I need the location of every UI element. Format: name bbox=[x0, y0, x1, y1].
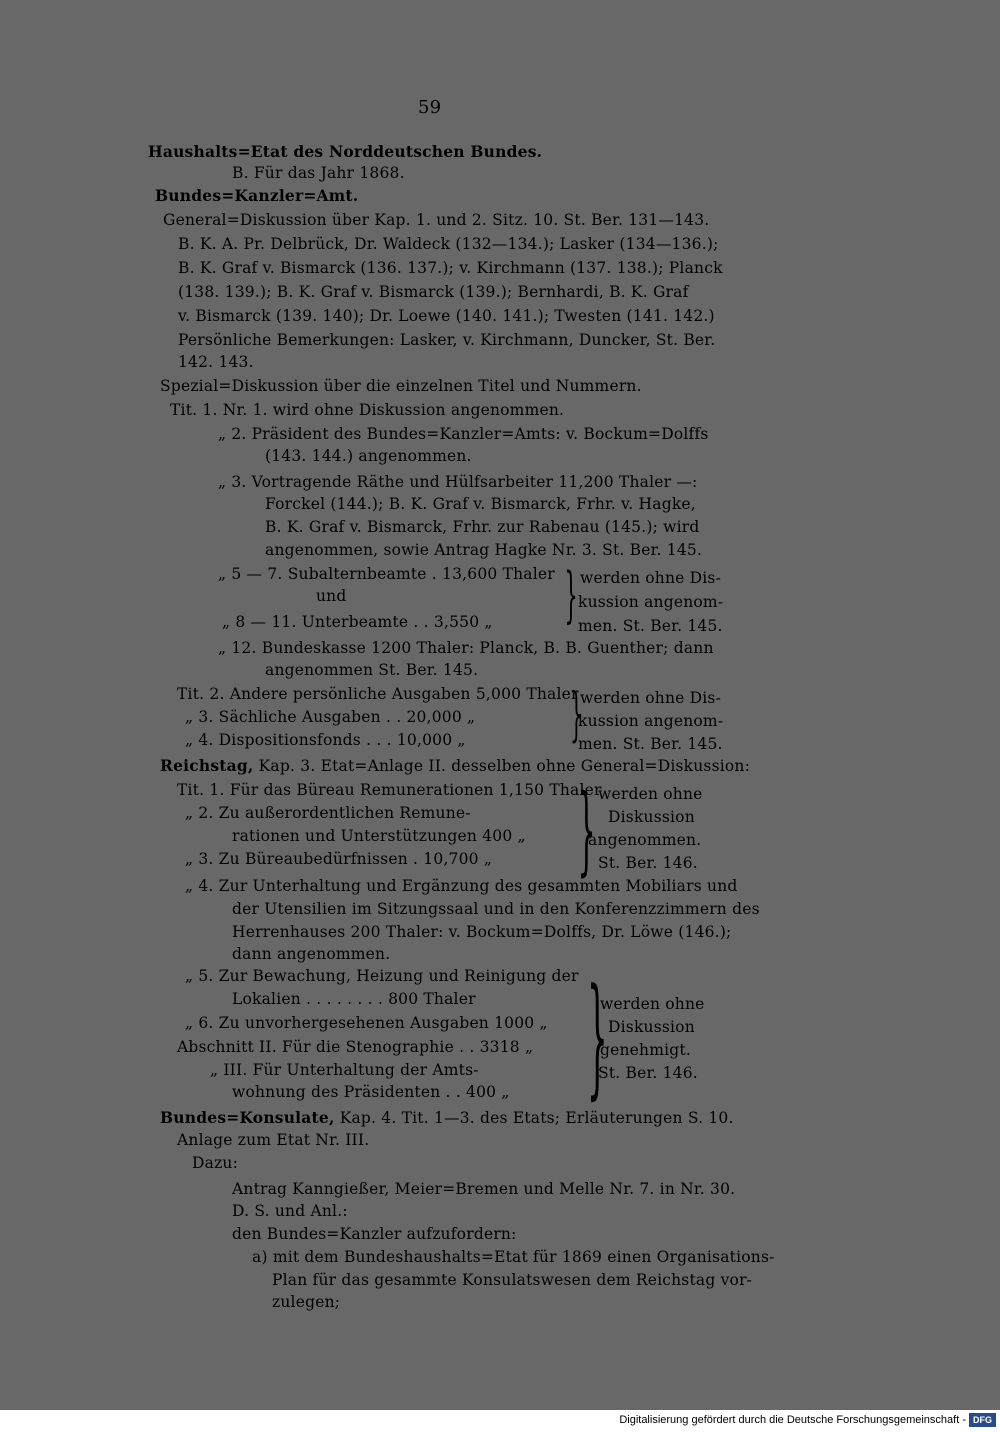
text-line: angenommen, sowie Antrag Hagke Nr. 3. St. Ber. 145. bbox=[265, 541, 703, 559]
text-line: St. Ber. 146. bbox=[598, 1064, 698, 1082]
text-line: werden ohne bbox=[600, 995, 705, 1013]
text-line: Abschnitt II. Für die Stenographie . . 3318 „ bbox=[177, 1038, 534, 1056]
text-line: „ 8 — 11. Unterbeamte . . 3,550 „ bbox=[222, 613, 493, 631]
heading-line-1: Haushalts=Etat des Norddeutschen Bundes. bbox=[148, 142, 543, 161]
text-line: „ 2. Präsident des Bundes=Kanzler=Amts: v. Bockum=Dolffs bbox=[218, 425, 709, 443]
text-line: Dazu: bbox=[192, 1154, 239, 1172]
text-line: 142. 143. bbox=[178, 353, 254, 371]
text-line: den Bundes=Kanzler aufzufordern: bbox=[232, 1225, 517, 1243]
text-line: (138. 139.); B. K. Graf v. Bismarck (139.); Bernhardi, B. K. Graf bbox=[178, 283, 689, 301]
text-line: werden ohne Dis- bbox=[580, 569, 722, 587]
text-line: Plan für das gesammte Konsulatswesen dem Reichstag vor- bbox=[272, 1271, 753, 1289]
text-line: Tit. 1. Für das Büreau Remunerationen 1,150 Thaler bbox=[177, 781, 602, 799]
text-line: men. St. Ber. 145. bbox=[578, 735, 723, 753]
text-line: (143. 144.) angenommen. bbox=[265, 447, 472, 465]
text-line: Forckel (144.); B. K. Graf v. Bismarck, Frhr. v. Hagke, bbox=[265, 495, 696, 513]
text-line: kussion angenom- bbox=[578, 712, 724, 730]
text-line: Diskussion bbox=[608, 1018, 695, 1036]
text-line: B. K. Graf v. Bismarck, Frhr. zur Rabenau (145.); wird bbox=[265, 518, 700, 536]
text-line: Herrenhauses 200 Thaler: v. Bockum=Dolffs, Dr. Löwe (146.); bbox=[232, 923, 732, 941]
text-line: werden ohne Dis- bbox=[580, 689, 722, 707]
text-line: Lokalien . . . . . . . . 800 Thaler bbox=[232, 990, 476, 1008]
text-line: men. St. Ber. 145. bbox=[578, 617, 723, 635]
text-line: B. K. A. Pr. Delbrück, Dr. Waldeck (132—134.); Lasker (134—136.); bbox=[178, 235, 719, 253]
text-line: werden ohne bbox=[598, 785, 703, 803]
section-title-kanzleramt: Bundes=Kanzler=Amt. bbox=[155, 186, 359, 205]
text-line: „ 2. Zu außerordentlichen Remune- bbox=[185, 804, 471, 822]
text-line: Persönliche Bemerkungen: Lasker, v. Kirchmann, Duncker, St. Ber. bbox=[178, 331, 716, 349]
text-line: „ 3. Zu Büreaubedürfnissen . 10,700 „ bbox=[185, 850, 493, 868]
text-line: dann angenommen. bbox=[232, 945, 391, 963]
curly-brace-icon: } bbox=[587, 960, 608, 1112]
text-line: B. K. Graf v. Bismarck (136. 137.); v. Kirchmann (137. 138.); Planck bbox=[178, 259, 723, 277]
curly-brace-icon: } bbox=[569, 680, 583, 748]
text-line: angenommen St. Ber. 145. bbox=[265, 661, 479, 679]
text-line: Spezial=Diskussion über die einzelnen Titel und Nummern. bbox=[160, 377, 642, 395]
text-line: wohnung des Präsidenten . . 400 „ bbox=[232, 1083, 510, 1101]
footer-credit-text: Digitalisierung gefördert durch die Deutsche Forschungsgemeinschaft - bbox=[619, 1414, 966, 1426]
text-line: zulegen; bbox=[272, 1293, 341, 1311]
text-line: D. S. und Anl.: bbox=[232, 1202, 348, 1220]
text-line: rationen und Unterstützungen 400 „ bbox=[232, 827, 526, 845]
page-number: 59 bbox=[418, 97, 442, 118]
text-line: a) mit dem Bundeshaushalts=Etat für 1869 einen Organisations- bbox=[252, 1248, 775, 1266]
text-line: „ 12. Bundeskasse 1200 Thaler: Planck, B. B. Guenther; dann bbox=[218, 639, 714, 657]
section-title-reichstag: Reichstag, Kap. 3. Etat=Anlage II. desselben ohne General=Diskussion: bbox=[160, 756, 751, 775]
text-line: Anlage zum Etat Nr. III. bbox=[177, 1131, 370, 1149]
text-line: „ 4. Zur Unterhaltung und Ergänzung des gesammten Mobiliars und bbox=[185, 877, 738, 895]
heading-line-2: B. Für das Jahr 1868. bbox=[232, 164, 405, 182]
text-line: St. Ber. 146. bbox=[598, 854, 698, 872]
text-line: „ 6. Zu unvorhergesehenen Ausgaben 1000 „ bbox=[185, 1014, 548, 1032]
text-line: Diskussion bbox=[608, 808, 695, 826]
text-line: „ 3. Vortragende Räthe und Hülfsarbeiter 11,200 Thaler —: bbox=[218, 473, 698, 491]
text-line: genehmigt. bbox=[600, 1041, 691, 1059]
text-line: Antrag Kanngießer, Meier=Bremen und Melle Nr. 7. in Nr. 30. bbox=[232, 1180, 736, 1198]
text-line: angenommen. bbox=[588, 831, 702, 849]
section-title-konsulate: Bundes=Konsulate, Kap. 4. Tit. 1—3. des Etats; Erläuterungen S. 10. bbox=[160, 1108, 734, 1127]
text-line: Tit. 1. Nr. 1. wird ohne Diskussion angenommen. bbox=[170, 401, 565, 419]
text-line: kussion angenom- bbox=[578, 593, 724, 611]
text-line: v. Bismarck (139. 140); Dr. Loewe (140. 141.); Twesten (141. 142.) bbox=[178, 307, 715, 325]
text-line: „ 4. Dispositionsfonds . . . 10,000 „ bbox=[185, 731, 466, 749]
footer-bar bbox=[0, 1410, 1000, 1432]
curly-brace-icon: } bbox=[577, 774, 596, 886]
text-line: der Utensilien im Sitzungssaal und in den Konferenzzimmern des bbox=[232, 900, 760, 918]
text-line: General=Diskussion über Kap. 1. und 2. Sitz. 10. St. Ber. 131—143. bbox=[163, 211, 710, 229]
text-line: und bbox=[316, 587, 347, 605]
curly-brace-icon: } bbox=[564, 560, 578, 630]
text-line: Tit. 2. Andere persönliche Ausgaben 5,000 Thaler bbox=[177, 685, 579, 703]
text-line: „ 5. Zur Bewachung, Heizung und Reinigung der bbox=[185, 967, 579, 985]
dfg-logo: DFG bbox=[969, 1413, 996, 1427]
text-line: „ 5 — 7. Subalternbeamte . 13,600 Thaler bbox=[218, 565, 555, 583]
text-line: „ 3. Sächliche Ausgaben . . 20,000 „ bbox=[185, 708, 476, 726]
text-line: „ III. Für Unterhaltung der Amts- bbox=[210, 1061, 479, 1079]
